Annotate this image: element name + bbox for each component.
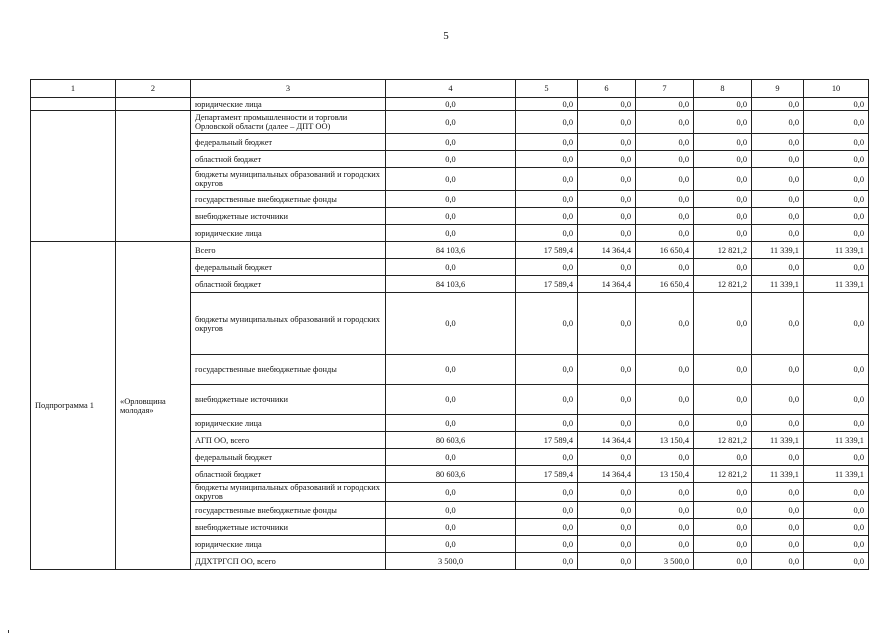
amount-cell: 0,0 xyxy=(386,151,516,168)
amount-cell: 0,0 xyxy=(752,415,804,432)
amount-cell: 0,0 xyxy=(386,385,516,415)
program-cell: Подпрограмма 1 xyxy=(31,242,116,570)
amount-cell: 0,0 xyxy=(636,225,694,242)
funding-source-label: областной бюджет xyxy=(191,151,386,168)
amount-cell: 0,0 xyxy=(804,225,869,242)
amount-cell: 0,0 xyxy=(804,355,869,385)
amount-cell: 0,0 xyxy=(386,415,516,432)
page-number: 5 xyxy=(443,30,449,42)
amount-cell: 0,0 xyxy=(386,355,516,385)
amount-cell: 0,0 xyxy=(386,449,516,466)
amount-cell: 0,0 xyxy=(578,225,636,242)
funding-source-label: государственные внебюджетные фонды xyxy=(191,355,386,385)
amount-cell: 0,0 xyxy=(752,134,804,151)
amount-cell: 0,0 xyxy=(752,98,804,111)
amount-cell: 0,0 xyxy=(516,293,578,355)
amount-cell: 3 500,0 xyxy=(386,553,516,570)
amount-cell: 0,0 xyxy=(516,385,578,415)
amount-cell: 0,0 xyxy=(694,449,752,466)
amount-cell: 0,0 xyxy=(578,385,636,415)
amount-cell: 0,0 xyxy=(804,111,869,134)
amount-cell: 0,0 xyxy=(516,191,578,208)
table-header-row xyxy=(31,80,869,98)
amount-cell: 0,0 xyxy=(804,191,869,208)
amount-cell: 0,0 xyxy=(804,415,869,432)
amount-cell: 17 589,4 xyxy=(516,466,578,483)
amount-cell: 0,0 xyxy=(636,483,694,502)
amount-cell: 0,0 xyxy=(578,111,636,134)
amount-cell: 0,0 xyxy=(694,168,752,191)
amount-cell: 0,0 xyxy=(752,191,804,208)
table-row xyxy=(31,242,869,259)
amount-cell: 17 589,4 xyxy=(516,242,578,259)
amount-cell: 0,0 xyxy=(578,168,636,191)
amount-cell: 0,0 xyxy=(578,191,636,208)
column-header: 3 xyxy=(191,80,386,98)
funding-source-label: юридические лица xyxy=(191,98,386,111)
amount-cell: 0,0 xyxy=(386,98,516,111)
amount-cell: 0,0 xyxy=(636,415,694,432)
amount-cell: 11 339,1 xyxy=(804,242,869,259)
amount-cell: 0,0 xyxy=(516,134,578,151)
amount-cell: 0,0 xyxy=(636,449,694,466)
amount-cell: 0,0 xyxy=(578,536,636,553)
amount-cell: 84 103,6 xyxy=(386,276,516,293)
program-cell xyxy=(31,111,116,242)
amount-cell: 12 821,2 xyxy=(694,276,752,293)
amount-cell: 0,0 xyxy=(578,449,636,466)
amount-cell: 0,0 xyxy=(694,98,752,111)
amount-cell: 0,0 xyxy=(752,449,804,466)
amount-cell: 12 821,2 xyxy=(694,432,752,449)
funding-source-label: федеральный бюджет xyxy=(191,259,386,276)
amount-cell: 0,0 xyxy=(578,502,636,519)
amount-cell: 0,0 xyxy=(752,168,804,191)
amount-cell: 0,0 xyxy=(386,191,516,208)
funding-source-label: внебюджетные источники xyxy=(191,208,386,225)
amount-cell: 0,0 xyxy=(386,111,516,134)
amount-cell: 0,0 xyxy=(694,355,752,385)
amount-cell: 0,0 xyxy=(636,208,694,225)
amount-cell: 0,0 xyxy=(752,293,804,355)
amount-cell: 0,0 xyxy=(578,519,636,536)
amount-cell: 0,0 xyxy=(752,502,804,519)
program-name-cell xyxy=(116,98,191,111)
amount-cell: 0,0 xyxy=(752,225,804,242)
amount-cell: 0,0 xyxy=(386,225,516,242)
amount-cell: 16 650,4 xyxy=(636,276,694,293)
amount-cell: 0,0 xyxy=(752,151,804,168)
amount-cell: 0,0 xyxy=(578,134,636,151)
amount-cell: 0,0 xyxy=(636,502,694,519)
amount-cell: 0,0 xyxy=(694,191,752,208)
amount-cell: 0,0 xyxy=(516,98,578,111)
program-name-cell: «Орловщина молодая» xyxy=(116,242,191,570)
amount-cell: 0,0 xyxy=(636,536,694,553)
amount-cell: 0,0 xyxy=(386,502,516,519)
funding-source-label: бюджеты муниципальных образований и городских округов xyxy=(191,483,386,502)
amount-cell: 0,0 xyxy=(804,502,869,519)
amount-cell: 0,0 xyxy=(578,293,636,355)
amount-cell: 12 821,2 xyxy=(694,242,752,259)
amount-cell: 0,0 xyxy=(804,536,869,553)
amount-cell: 0,0 xyxy=(516,168,578,191)
amount-cell: 0,0 xyxy=(694,483,752,502)
amount-cell: 0,0 xyxy=(694,415,752,432)
amount-cell: 0,0 xyxy=(516,151,578,168)
amount-cell: 13 150,4 xyxy=(636,466,694,483)
amount-cell: 0,0 xyxy=(386,259,516,276)
amount-cell: 0,0 xyxy=(636,191,694,208)
funding-source-label: областной бюджет xyxy=(191,276,386,293)
amount-cell: 14 364,4 xyxy=(578,242,636,259)
amount-cell: 0,0 xyxy=(386,134,516,151)
amount-cell: 14 364,4 xyxy=(578,276,636,293)
amount-cell: 0,0 xyxy=(636,134,694,151)
amount-cell: 0,0 xyxy=(804,151,869,168)
funding-source-label: Всего xyxy=(191,242,386,259)
amount-cell: 0,0 xyxy=(752,519,804,536)
amount-cell: 0,0 xyxy=(694,225,752,242)
amount-cell: 0,0 xyxy=(804,449,869,466)
amount-cell: 12 821,2 xyxy=(694,466,752,483)
amount-cell: 0,0 xyxy=(804,385,869,415)
amount-cell: 0,0 xyxy=(694,536,752,553)
funding-source-label: государственные внебюджетные фонды xyxy=(191,191,386,208)
amount-cell: 0,0 xyxy=(694,553,752,570)
funding-source-label: юридические лица xyxy=(191,536,386,553)
table-body xyxy=(31,98,869,570)
funding-source-label: АГП ОО, всего xyxy=(191,432,386,449)
column-header: 8 xyxy=(694,80,752,98)
program-name-cell xyxy=(116,111,191,242)
amount-cell: 14 364,4 xyxy=(578,466,636,483)
amount-cell: 16 650,4 xyxy=(636,242,694,259)
table-row xyxy=(31,111,869,134)
amount-cell: 0,0 xyxy=(516,553,578,570)
amount-cell: 0,0 xyxy=(752,553,804,570)
amount-cell: 0,0 xyxy=(636,355,694,385)
scan-mark xyxy=(8,630,9,633)
amount-cell: 80 603,6 xyxy=(386,432,516,449)
amount-cell: 0,0 xyxy=(386,293,516,355)
program-cell xyxy=(31,98,116,111)
amount-cell: 0,0 xyxy=(804,519,869,536)
amount-cell: 3 500,0 xyxy=(636,553,694,570)
amount-cell: 0,0 xyxy=(386,536,516,553)
amount-cell: 0,0 xyxy=(804,259,869,276)
amount-cell: 0,0 xyxy=(516,519,578,536)
amount-cell: 11 339,1 xyxy=(752,466,804,483)
amount-cell: 11 339,1 xyxy=(752,276,804,293)
amount-cell: 0,0 xyxy=(694,259,752,276)
amount-cell: 0,0 xyxy=(636,98,694,111)
amount-cell: 0,0 xyxy=(636,151,694,168)
table-row xyxy=(31,98,869,111)
amount-cell: 0,0 xyxy=(578,259,636,276)
column-header: 7 xyxy=(636,80,694,98)
amount-cell: 0,0 xyxy=(694,385,752,415)
amount-cell: 0,0 xyxy=(578,483,636,502)
amount-cell: 0,0 xyxy=(636,168,694,191)
amount-cell: 0,0 xyxy=(804,168,869,191)
amount-cell: 0,0 xyxy=(752,111,804,134)
amount-cell: 0,0 xyxy=(752,385,804,415)
amount-cell: 0,0 xyxy=(694,293,752,355)
funding-source-label: федеральный бюджет xyxy=(191,134,386,151)
budget-table xyxy=(30,79,869,570)
amount-cell: 0,0 xyxy=(752,259,804,276)
funding-source-label: бюджеты муниципальных образований и городских округов xyxy=(191,293,386,355)
column-header: 10 xyxy=(804,80,869,98)
amount-cell: 0,0 xyxy=(804,98,869,111)
amount-cell: 0,0 xyxy=(752,536,804,553)
amount-cell: 0,0 xyxy=(694,134,752,151)
amount-cell: 0,0 xyxy=(804,553,869,570)
amount-cell: 0,0 xyxy=(516,111,578,134)
amount-cell: 11 339,1 xyxy=(804,466,869,483)
amount-cell: 80 603,6 xyxy=(386,466,516,483)
column-header: 9 xyxy=(752,80,804,98)
funding-source-label: внебюджетные источники xyxy=(191,385,386,415)
amount-cell: 0,0 xyxy=(578,208,636,225)
column-header: 6 xyxy=(578,80,636,98)
amount-cell: 0,0 xyxy=(804,134,869,151)
amount-cell: 14 364,4 xyxy=(578,432,636,449)
amount-cell: 0,0 xyxy=(386,519,516,536)
amount-cell: 0,0 xyxy=(636,293,694,355)
amount-cell: 17 589,4 xyxy=(516,276,578,293)
amount-cell: 0,0 xyxy=(694,208,752,225)
amount-cell: 17 589,4 xyxy=(516,432,578,449)
amount-cell: 0,0 xyxy=(578,355,636,385)
funding-source-label: Департамент промышленности и торговли Орловской области (далее – ДПТ ОО) xyxy=(191,111,386,134)
amount-cell: 11 339,1 xyxy=(752,432,804,449)
amount-cell: 0,0 xyxy=(804,293,869,355)
amount-cell: 0,0 xyxy=(694,519,752,536)
amount-cell: 0,0 xyxy=(804,483,869,502)
column-header: 4 xyxy=(386,80,516,98)
amount-cell: 0,0 xyxy=(804,208,869,225)
amount-cell: 0,0 xyxy=(694,502,752,519)
amount-cell: 0,0 xyxy=(578,151,636,168)
amount-cell: 0,0 xyxy=(752,355,804,385)
column-header: 5 xyxy=(516,80,578,98)
funding-source-label: областной бюджет xyxy=(191,466,386,483)
funding-source-label: юридические лица xyxy=(191,225,386,242)
amount-cell: 0,0 xyxy=(516,259,578,276)
amount-cell: 0,0 xyxy=(516,536,578,553)
amount-cell: 0,0 xyxy=(386,483,516,502)
column-header: 2 xyxy=(116,80,191,98)
amount-cell: 0,0 xyxy=(386,208,516,225)
amount-cell: 0,0 xyxy=(516,449,578,466)
amount-cell: 0,0 xyxy=(516,225,578,242)
amount-cell: 0,0 xyxy=(516,355,578,385)
amount-cell: 0,0 xyxy=(636,385,694,415)
funding-source-label: бюджеты муниципальных образований и городских округов xyxy=(191,168,386,191)
amount-cell: 0,0 xyxy=(578,415,636,432)
amount-cell: 0,0 xyxy=(516,415,578,432)
amount-cell: 0,0 xyxy=(636,111,694,134)
amount-cell: 11 339,1 xyxy=(804,432,869,449)
amount-cell: 0,0 xyxy=(516,502,578,519)
amount-cell: 11 339,1 xyxy=(804,276,869,293)
amount-cell: 11 339,1 xyxy=(752,242,804,259)
funding-source-label: юридические лица xyxy=(191,415,386,432)
amount-cell: 0,0 xyxy=(578,98,636,111)
amount-cell: 0,0 xyxy=(752,483,804,502)
amount-cell: 0,0 xyxy=(694,111,752,134)
funding-source-label: государственные внебюджетные фонды xyxy=(191,502,386,519)
amount-cell: 0,0 xyxy=(636,259,694,276)
funding-source-label: ДДХТРГСП ОО, всего xyxy=(191,553,386,570)
funding-source-label: федеральный бюджет xyxy=(191,449,386,466)
column-header: 1 xyxy=(31,80,116,98)
amount-cell: 0,0 xyxy=(516,483,578,502)
amount-cell: 13 150,4 xyxy=(636,432,694,449)
funding-source-label: внебюджетные источники xyxy=(191,519,386,536)
amount-cell: 84 103,6 xyxy=(386,242,516,259)
amount-cell: 0,0 xyxy=(694,151,752,168)
amount-cell: 0,0 xyxy=(386,168,516,191)
amount-cell: 0,0 xyxy=(578,553,636,570)
amount-cell: 0,0 xyxy=(516,208,578,225)
amount-cell: 0,0 xyxy=(636,519,694,536)
amount-cell: 0,0 xyxy=(752,208,804,225)
